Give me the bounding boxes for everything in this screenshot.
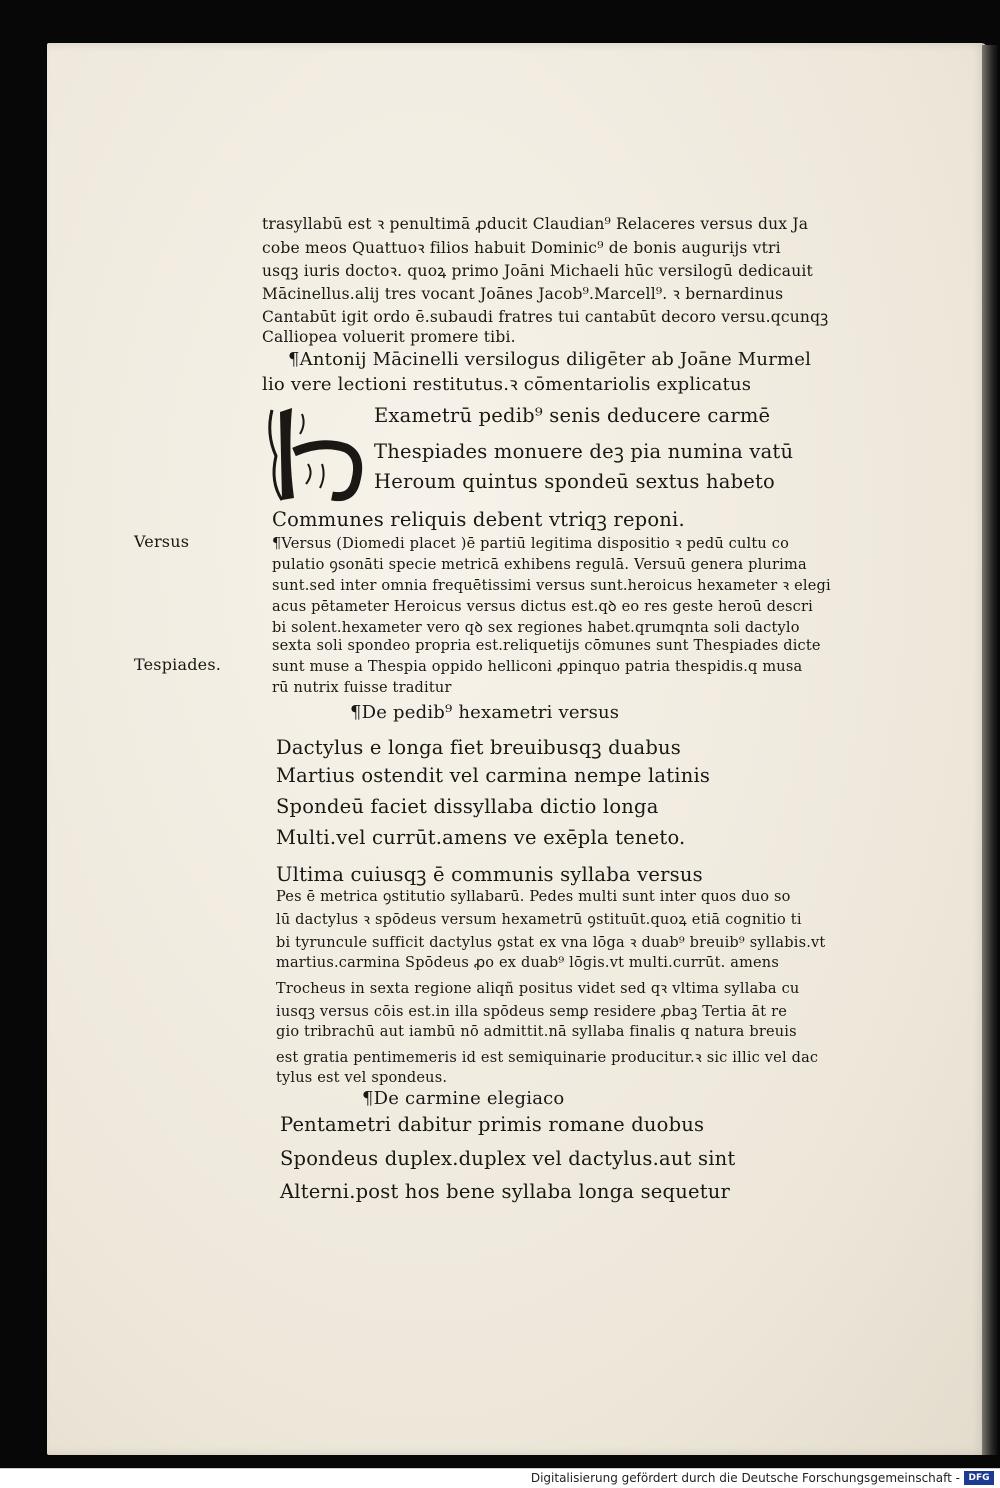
section-heading: ¶Antonij Mācinelli versilogus diligēter ab Joāne Murmel: [288, 349, 812, 370]
verse-line: Thespiades monuere deꝫ pia numina vatū: [374, 440, 794, 463]
verse-line: Spondeū faciet dissyllaba dictio longa: [276, 795, 659, 818]
verse-line: Alterni.post hos bene syllaba longa sequetur: [280, 1180, 731, 1203]
verse-line: Martius ostendit vel carmina nempe latinis: [276, 764, 711, 787]
commentary-line: martius.carmina Spōdeus ꝓo ex duab⁹ lōgis.vt multi.currūt. amens: [276, 955, 779, 971]
section-heading: lio vere lectioni restitutus.ꝛ cōmentariolis explicatus: [262, 374, 752, 395]
commentary-line: pulatio ꝯsonāti specie metricā exhibens regulā. Versuū genera plurima: [272, 557, 807, 573]
commentary-line: bi tyruncule sufficit dactylus ꝯstat ex vna lōga ꝛ duab⁹ breuib⁹ syllabis.vt: [276, 935, 826, 951]
page-edge: [982, 45, 998, 1455]
text-line: trasyllabū est ꝛ penultimā ꝓducit Claudian⁹ Relaceres versus dux Ja: [262, 215, 809, 233]
verse-line: Dactylus e longa fiet breuibusqꝫ duabus: [276, 736, 681, 759]
margin-note: Tespiades.: [134, 655, 222, 674]
text-line: Mācinellus.alij tres vocant Joānes Jacob⁹.Marcell⁹. ꝛ bernardinus: [262, 285, 784, 303]
commentary-line: gio tribrachū aut iambū nō admittit.nā syllaba finalis q natura breuis: [276, 1024, 797, 1040]
commentary-line: sexta soli spondeo propria est.reliquetijs cōmunes sunt Thespiades dicte: [272, 638, 821, 654]
commentary-line: iusqꝫ versus cōis est.in illa spōdeus semꝑ residere ꝓbaꝫ Tertia āt re: [276, 1004, 788, 1020]
commentary-line: acus pētameter Heroicus versus dictus est.qꝺ eo res geste heroū descri: [272, 599, 813, 615]
commentary-line: Trocheus in sexta regione aliqñ positus videt sed qꝛ vltima syllaba cu: [276, 981, 800, 997]
commentary-line: bi solent.hexameter vero qꝺ sex regiones habet.qrumqnta soli dactylo: [272, 620, 800, 636]
commentary-line: lū dactylus ꝛ spōdeus versum hexametrū ꝯstituūt.quoꝝ etiā cognitio ti: [276, 912, 802, 928]
commentary-line: tylus est vel spondeus.: [276, 1070, 448, 1086]
commentary-line: sunt.sed inter omnia frequētissimi versus sunt.heroicus hexameter ꝛ elegi: [272, 578, 831, 594]
section-heading: ¶De pedib⁹ hexametri versus: [350, 702, 620, 723]
verse-line: Spondeus duplex.duplex vel dactylus.aut sint: [280, 1147, 736, 1170]
text-line: Calliopea voluerit promere tibi.: [262, 328, 516, 346]
decorated-initial: [262, 404, 370, 504]
verse-line: Ultima cuiusqꝫ ē communis syllaba versus: [276, 863, 703, 886]
verse-line: Multi.vel currūt.amens ve exēpla teneto.: [276, 826, 686, 849]
verse-line: Communes reliquis debent vtriqꝫ reponi.: [272, 508, 685, 531]
section-heading: ¶De carmine elegiaco: [362, 1088, 565, 1109]
text-line: Cantabūt igit ordo ē.subaudi fratres tui cantabūt decoro versu.qcunqꝫ: [262, 308, 829, 326]
commentary-line: rū nutrix fuisse traditur: [272, 680, 452, 696]
commentary-line: est gratia pentimemeris id est semiquinarie producitur.ꝛ sic illic vel dac: [276, 1050, 819, 1066]
text-line: cobe meos Quattuoꝛ filios habuit Dominic⁹ de bonis augurijs vtri: [262, 239, 781, 257]
text-line: usqꝫ iuris doctoꝛ. quoꝝ primo Joāni Michaeli hūc versilogū dedicauit: [262, 262, 813, 280]
footer-bar: [0, 1468, 1000, 1488]
dfg-logo-icon: DFG: [964, 1471, 994, 1485]
margin-note: Versus: [134, 532, 190, 551]
verse-line: Heroum quintus spondeū sextus habeto: [374, 470, 775, 493]
footer-credit: Digitalisierung gefördert durch die Deutsche Forschungsgemeinschaft -: [530, 1471, 960, 1485]
verse-line: Exametrū pedib⁹ senis deducere carmē: [374, 404, 771, 427]
commentary-line: ¶Versus (Diomedi placet )ē partiū legitima dispositio ꝛ pedū cultu co: [272, 536, 789, 552]
verse-line: Pentametri dabitur primis romane duobus: [280, 1113, 705, 1136]
commentary-line: Pes ē metrica ꝯstitutio syllabarū. Pedes multi sunt inter quos duo so: [276, 889, 791, 905]
commentary-line: sunt muse a Thespia oppido helliconi ꝓpinquo patria thespidis.q musa: [272, 659, 803, 675]
